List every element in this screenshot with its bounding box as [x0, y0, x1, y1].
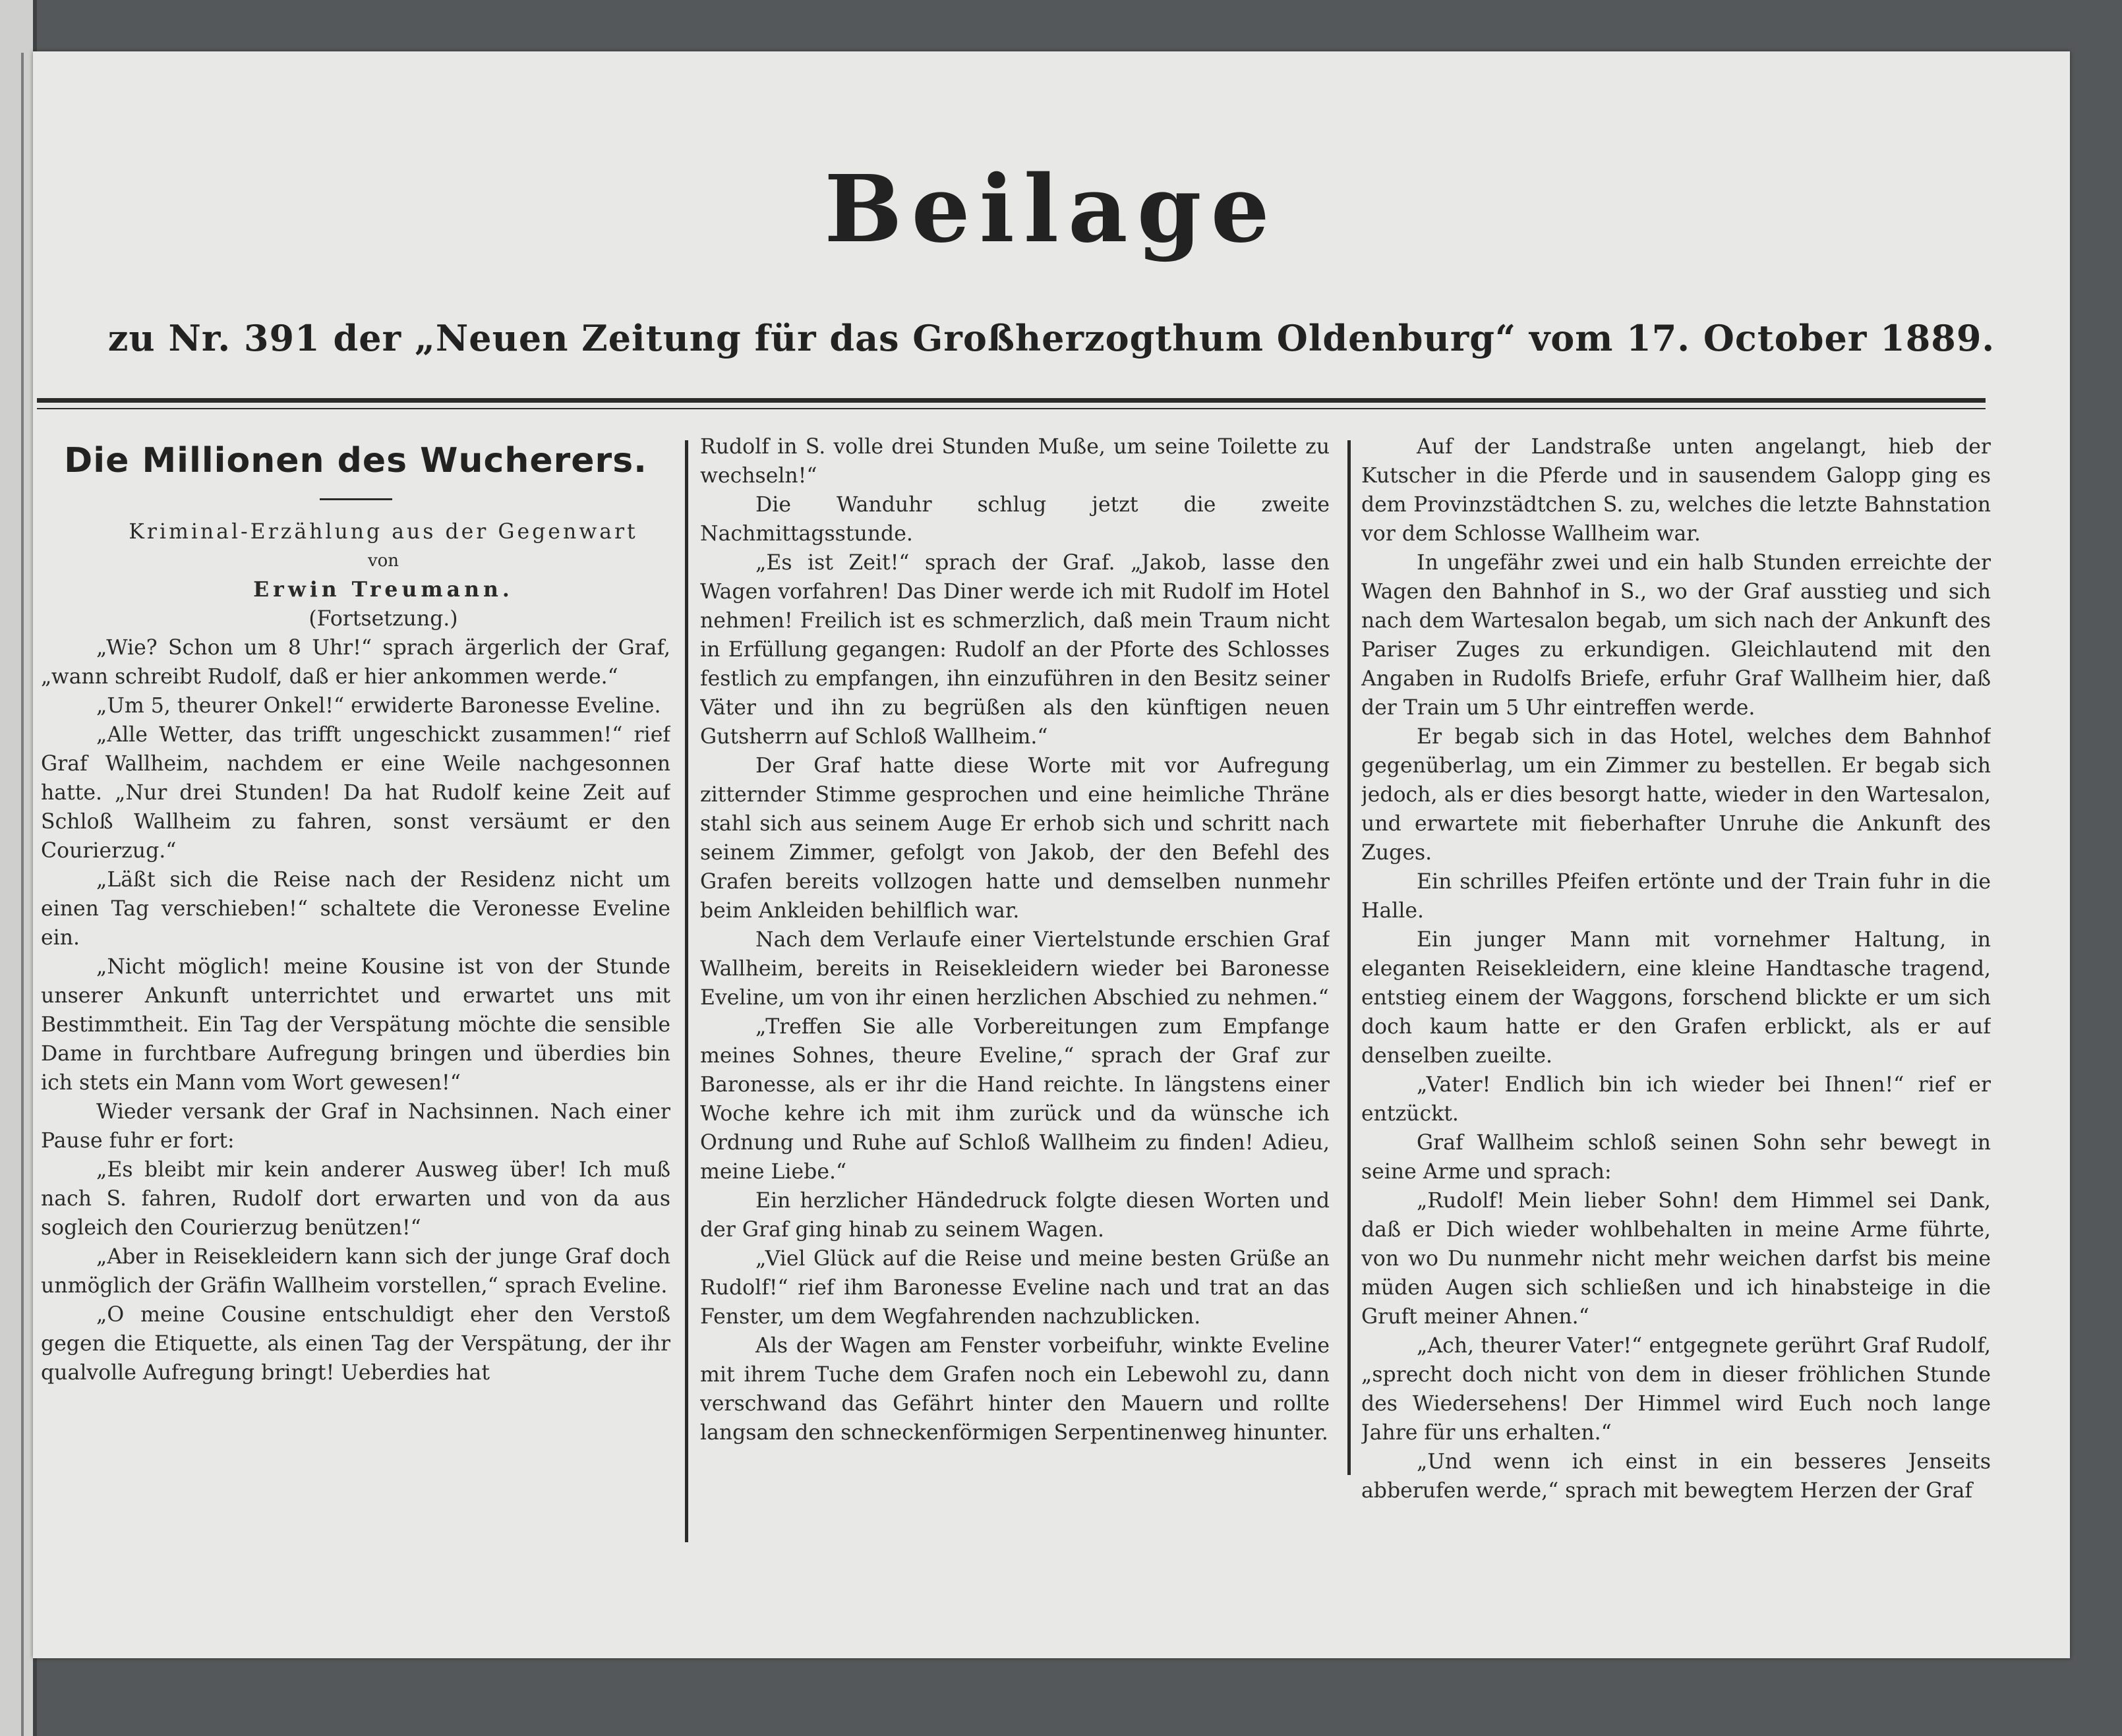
paragraph: „Alle Wetter, das trifft ungeschickt zusammen!“ rief Graf Wallheim, nachdem er eine Weile nachgesonnen hatte. „Nur drei Stunden! Da hat Rudolf keine Zeit auf Schloß Wallheim zu fahren, sonst versäumt er den Courierzug.“	[41, 723, 670, 863]
paragraph: „Aber in Reisekleidern kann sich der junge Graf doch unmöglich der Gräfin Wallheim vorstellen,“ sprach Eveline.	[41, 1245, 670, 1298]
paragraph: „Nicht möglich! meine Kousine ist von der Stunde unserer Ankunft unterrichtet und erwartet uns mit Bestimmtheit. Ein Tag der Verspätung möchte die sensible Dame in furchtbare Aufregung bringen und überdies bin ich stets ein Mann vom Wort gewesen!“	[41, 955, 670, 1095]
paragraph: „Viel Glück auf die Reise und meine besten Grüße an Rudolf!“ rief ihm Baronesse Eveline nach und trat an das Fenster, um dem Wegfahrenden nachzublicken.	[700, 1247, 1330, 1329]
paragraph: Ein junger Mann mit vornehmer Haltung, in eleganten Reisekleidern, eine kleine Handtasche tragend, entstieg einem der Waggons, forschend blickte er um sich doch kaum hatte er den Grafen erblickt, als er auf denselben zueilte.	[1361, 928, 1991, 1068]
byline-von: von	[367, 551, 399, 571]
paragraph: Die Wanduhr schlug jetzt die zweite Nachmittagsstunde.	[700, 493, 1330, 546]
paragraph: „Um 5, theurer Onkel!“ erwiderte Baronesse Eveline.	[96, 694, 661, 718]
paragraph: Nach dem Verlaufe einer Viertelstunde erschien Graf Wallheim, bereits in Reisekleidern wieder bei Baronesse Eveline, um von ihr einen herzlichen Abschied zu nehmen.“	[700, 928, 1330, 1010]
continuation-note: (Fortsetzung.)	[309, 607, 458, 631]
masthead-subtitle: zu Nr. 391 der „Neuen Zeitung für das Großherzogthum Oldenburg“ vom 17. October 1889.	[107, 317, 1995, 359]
paragraph: Wieder versank der Graf in Nachsinnen. Nach einer Pause fuhr er fort:	[41, 1100, 670, 1153]
column-divider	[1347, 440, 1351, 1475]
paragraph: „Es ist Zeit!“ sprach der Graf. „Jakob, lasse den Wagen vorfahren! Das Diner werde ich mit Rudolf im Hotel nehmen! Freilich ist es schmerzlich, daß mein Traum nicht in Erfüllung gegangen: Rudolf an der Pforte des Schlosses festlich zu empfangen, ihn einzuführen in den Besitz seiner Väter und ihn zu begrüßen als den künftigen neuen Gutsherrn auf Schloß Wallheim.“	[700, 551, 1330, 749]
header-rule-thick	[37, 398, 1986, 403]
title-rule	[320, 498, 392, 500]
text-column-3	[1361, 432, 1991, 1553]
adjacent-page-edge	[0, 0, 37, 1736]
text-column-2	[700, 432, 1330, 1553]
paragraph: „Läßt sich die Reise nach der Residenz nicht um einen Tag verschieben!“ schaltete die Veronesse Eveline ein.	[41, 868, 670, 950]
newspaper-page	[33, 51, 2070, 1658]
column-divider	[685, 440, 688, 1542]
paragraph: „Vater! Endlich bin ich wieder bei Ihnen!“ rief er entzückt.	[1361, 1073, 1991, 1126]
paragraph: In ungefähr zwei und ein halb Stunden erreichte der Wagen den Bahnhof in S., wo der Graf ausstieg und sich nach dem Wartesalon begab, um sich nach der Ankunft des Pariser Zuges zu erkundigen. Gleichlautend mit den Angaben in Rudolfs Briefe, erfuhr Graf Wallheim hier, daß der Train um 5 Uhr eintreffen werde.	[1361, 551, 1991, 720]
story-author: Erwin Treumann.	[253, 577, 514, 602]
paragraph: Ein schrilles Pfeifen ertönte und der Train fuhr in die Halle.	[1361, 870, 1991, 923]
paragraph: „Rudolf! Mein lieber Sohn! dem Himmel sei Dank, daß er Dich wieder wohlbehalten in meine Arme führte, von wo Du nunmehr nicht mehr weichen darfst bis meine müden Augen sich schließen und ich hinabsteige in die Gruft meiner Ahnen.“	[1361, 1189, 1991, 1329]
paragraph: „Wie? Schon um 8 Uhr!“ sprach ärgerlich der Graf, „wann schreibt Rudolf, daß er hier ankommen werde.“	[41, 636, 670, 689]
paragraph: Ein herzlicher Händedruck folgte diesen Worten und der Graf ging hinab zu seinem Wagen.	[700, 1189, 1330, 1242]
paragraph: Auf der Landstraße unten angelangt, hieb der Kutscher in die Pferde und in sausendem Galopp ging es dem Provinzstädtchen S. zu, welches die letzte Bahnstation vor dem Schlosse Wallheim war.	[1361, 435, 1991, 546]
text-column-1	[41, 432, 670, 1553]
paragraph: Er begab sich in das Hotel, welches dem Bahnhof gegenüberlag, um ein Zimmer zu bestellen. Er begab sich jedoch, als er dies besorgt hatte, wieder in den Wartesalon, und erwartete mit fieberhafter Unruhe die Ankunft des Zuges.	[1361, 725, 1991, 865]
story-title: Die Millionen des Wucherers.	[64, 441, 647, 480]
paragraph: „Ach, theurer Vater!“ entgegnete gerührt Graf Rudolf, „sprecht doch nicht von dem in dieser fröhlichen Stunde des Wiedersehens! Der Himmel wird Euch noch lange Jahre für uns erhalten.“	[1361, 1334, 1991, 1445]
paragraph: „Es bleibt mir kein anderer Ausweg über! Ich muß nach S. fahren, Rudolf dort erwarten und von da aus sogleich den Courierzug benützen!“	[41, 1158, 670, 1240]
paragraph: „O meine Cousine entschuldigt eher den Verstoß gegen die Etiquette, als einen Tag der Verspätung, der ihr qualvolle Aufregung bringt! Ueberdies hat	[41, 1303, 670, 1385]
masthead-title: Beilage	[824, 156, 1279, 264]
paragraph: Rudolf in S. volle drei Stunden Muße, um seine Toilette zu wechseln!“	[700, 435, 1330, 488]
paragraph: „Treffen Sie alle Vorbereitungen zum Empfange meines Sohnes, theure Eveline,“ sprach der Graf zur Baronesse, als er ihr die Hand reichte. In längstens einer Woche kehre ich mit ihm zurück und da wünsche ich Ordnung und Ruhe auf Schloß Wallheim zu finden! Adieu, meine Liebe.“	[700, 1015, 1330, 1184]
paragraph: Der Graf hatte diese Worte mit vor Aufregung zitternder Stimme gesprochen und eine heimliche Thräne stahl sich aus seinem Auge Er erhob sich und schritt nach seinem Zimmer, gefolgt von Jakob, der den Befehl des Grafen bereits vollzogen hatte und demselben nunmehr beim Ankleiden behilflich war.	[700, 754, 1330, 923]
paragraph: Als der Wagen am Fenster vorbeifuhr, winkte Eveline mit ihrem Tuche dem Grafen noch ein Lebewohl zu, dann verschwand das Gefährt hinter den Mauern und rollte langsam den schneckenförmigen Serpentinenweg hinunter.	[700, 1334, 1330, 1445]
paragraph: „Und wenn ich einst in ein besseres Jenseits abberufen werde,“ sprach mit bewegtem Herzen der Graf	[1361, 1450, 1991, 1503]
story-genre: Kriminal-Erzählung aus der Gegenwart	[129, 520, 638, 544]
paragraph: Graf Wallheim schloß seinen Sohn sehr bewegt in seine Arme und sprach:	[1361, 1131, 1991, 1184]
header-rule-thin	[37, 408, 1986, 409]
